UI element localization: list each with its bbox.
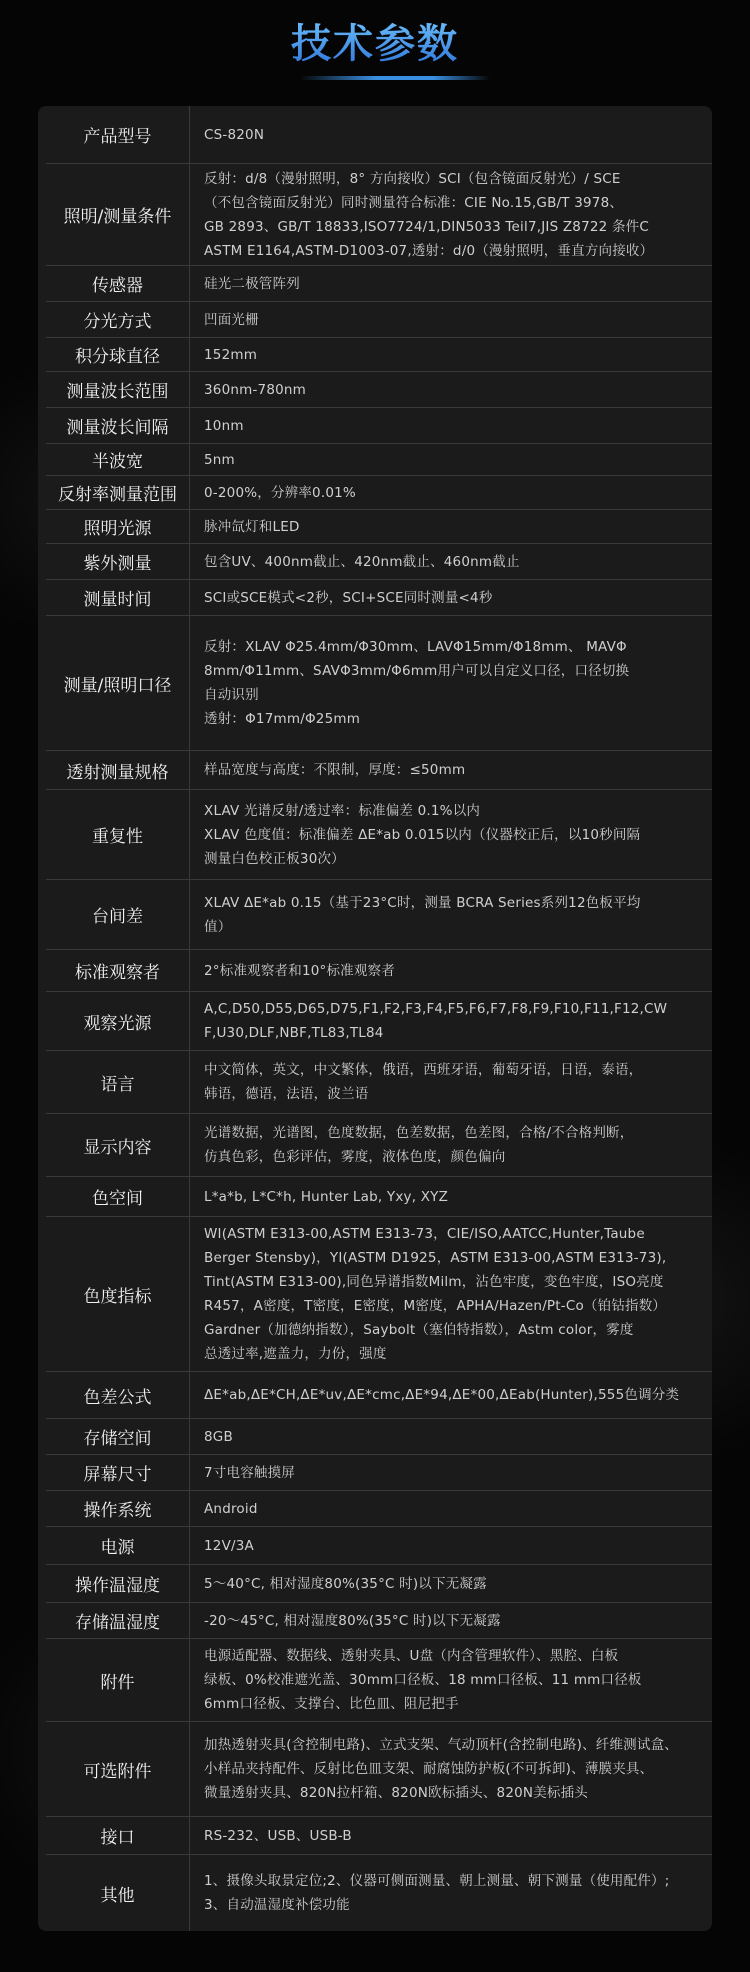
spec-label: 附件: [46, 1639, 190, 1721]
spec-label: 操作系统: [46, 1491, 190, 1526]
spec-label: 台间差: [46, 880, 190, 949]
spec-row: [46, 544, 712, 580]
spec-value: 2°标准观察者和10°标准观察者: [204, 962, 395, 979]
spec-value: 8GB: [204, 1428, 233, 1445]
spec-row: [46, 1855, 712, 1931]
spec-value: 5nm: [204, 451, 235, 468]
spec-table: [38, 106, 712, 1931]
spec-label: 测量波长间隔: [46, 408, 190, 443]
spec-label: 照明光源: [46, 510, 190, 543]
spec-label: 存储空间: [46, 1419, 190, 1454]
spec-row: [46, 580, 712, 616]
spec-value: 0-200%，分辨率0.01%: [204, 484, 356, 501]
page-title: 技术参数: [291, 16, 459, 72]
spec-label: 传感器: [46, 266, 190, 301]
spec-row: [46, 1817, 712, 1855]
spec-row: [46, 302, 712, 338]
spec-row: [46, 1419, 712, 1455]
spec-row: [46, 1565, 712, 1603]
spec-value: 12V/3A: [204, 1537, 254, 1554]
spec-label: 分光方式: [46, 302, 190, 337]
spec-row: [46, 372, 712, 408]
spec-label: 测量/照明口径: [46, 616, 190, 750]
spec-row: [46, 444, 712, 476]
spec-label: 操作温湿度: [46, 1565, 190, 1602]
spec-value: 反射：XLAV Φ25.4mm/Φ30mm、LAVΦ15mm/Φ18mm、 MAVΦ 8mm/Φ11mm、SAVΦ3mm/Φ6mm用户可以自定义口径，口径切换 自动识别 透射：Φ17mm/Φ25mm: [204, 639, 630, 727]
spec-row: [46, 106, 712, 164]
spec-row: [46, 950, 712, 992]
spec-label: 可选附件: [46, 1722, 190, 1816]
spec-label: 测量时间: [46, 580, 190, 615]
spec-label: 产品型号: [46, 106, 190, 163]
spec-value: Android: [204, 1500, 258, 1517]
spec-label: 半波宽: [46, 444, 190, 475]
spec-label: 色度指标: [46, 1217, 190, 1371]
spec-value: 反射：d/8（漫射照明，8° 方向接收）SCI（包含镜面反射光）/ SCE （不包含镜面反射光）同时测量符合标准：CIE No.15,GB/T 3978、 GB 2893、GB/T 18833,ISO7724/1,DIN5033 Teil7,JIS Z8722 条件C ASTM E1164,ASTM-D1003-07,透射：d/0（漫射照明，垂直方向接收）: [204, 170, 654, 259]
spec-value: 样品宽度与高度：不限制，厚度：≤50mm: [204, 762, 466, 778]
spec-value: 加热透射夹具(含控制电路)、立式支架、气动顶杆(含控制电路)、纤维测试盒、 小样品夹持配件、反射比色皿支架、耐腐蚀防护板(不可拆卸)、薄膜夹具、 微量透射夹具、820N拉杆箱、820N欧标插头、820N美标插头: [204, 1737, 678, 1801]
spec-row: [46, 751, 712, 790]
spec-row: [46, 880, 712, 950]
spec-value: 包含UV、400nm截止、420nm截止、460nm截止: [204, 553, 520, 570]
spec-row: [46, 790, 712, 880]
spec-label: 照明/测量条件: [46, 164, 190, 265]
spec-value: 电源适配器、数据线、透射夹具、U盘（内含管理软件）、黑腔、白板 绿板、0%校准遮光盖、30mm口径板、18 mm口径板、11 mm口径板 6mm口径板、支撑台、比色皿、阻尼把手: [204, 1648, 642, 1712]
spec-row: [46, 616, 712, 751]
spec-value: XLAV ΔE*ab 0.15（基于23°C时，测量 BCRA Series系列12色板平均 值）: [204, 894, 641, 935]
spec-value: SCI或SCE模式<2秒，SCI+SCE同时测量<4秒: [204, 589, 493, 606]
spec-row: [46, 1722, 712, 1817]
spec-label: 语言: [46, 1051, 190, 1113]
spec-row: [46, 164, 712, 266]
spec-label: 标准观察者: [46, 950, 190, 991]
spec-value: 光谱数据，光谱图，色度数据，色差数据，色差图，合格/不合格判断， 仿真色彩，色彩评估，雾度，液体色度，颜色偏向: [204, 1125, 634, 1165]
spec-label: 测量波长范围: [46, 372, 190, 407]
spec-label: 透射测量规格: [46, 751, 190, 789]
spec-row: [46, 476, 712, 510]
spec-value: 10nm: [204, 417, 244, 434]
spec-value: 5～40°C, 相对湿度80%(35°C 时)以下无凝露: [204, 1575, 487, 1592]
spec-label: 重复性: [46, 790, 190, 879]
spec-value: 中文简体，英文，中文繁体，俄语，西班牙语，葡萄牙语，日语，泰语， 韩语，德语，法语，波兰语: [204, 1062, 643, 1102]
title-area: [0, 16, 750, 86]
spec-label: 其他: [46, 1855, 190, 1931]
spec-label: 电源: [46, 1527, 190, 1564]
spec-row: [46, 338, 712, 372]
title-underline: [300, 76, 490, 80]
spec-value: 凹面光栅: [204, 311, 259, 328]
spec-value: L*a*b, L*C*h, Hunter Lab, Yxy, XYZ: [204, 1188, 449, 1205]
spec-value: 硅光二极管阵列: [204, 275, 300, 292]
spec-row: [46, 1491, 712, 1527]
spec-value: 1、摄像头取景定位;2、仪器可侧面测量、朝上测量、朝下测量（使用配件）; 3、自动温湿度补偿功能: [204, 1873, 670, 1913]
spec-label: 显示内容: [46, 1114, 190, 1176]
spec-value: A,C,D50,D55,D65,D75,F1,F2,F3,F4,F5,F6,F7,F8,F9,F10,F11,F12,CW F,U30,DLF,NBF,TL83,TL84: [204, 1001, 668, 1041]
spec-row: [46, 1527, 712, 1565]
spec-value: 360nm-780nm: [204, 381, 307, 398]
spec-value: -20～45°C, 相对湿度80%(35°C 时)以下无凝露: [204, 1612, 501, 1629]
spec-value: 152mm: [204, 346, 258, 363]
spec-label: 接口: [46, 1817, 190, 1854]
spec-row: [46, 1639, 712, 1722]
spec-value: 7寸电容触摸屏: [204, 1464, 295, 1481]
spec-value: XLAV 光谱反射/透过率：标准偏差 0.1%以内 XLAV 色度值：标准偏差 ΔE*ab 0.015以内（仪器校正后，以10秒间隔 测量白色校正板30次）: [204, 802, 641, 867]
spec-label: 反射率测量范围: [46, 476, 190, 509]
spec-label: 存储温湿度: [46, 1603, 190, 1638]
spec-label: 色差公式: [46, 1372, 190, 1418]
spec-row: [46, 1372, 712, 1419]
spec-row: [46, 1114, 712, 1177]
spec-label: 屏幕尺寸: [46, 1455, 190, 1490]
spec-row: [46, 1603, 712, 1639]
spec-row: [46, 1217, 712, 1372]
spec-label: 观察光源: [46, 992, 190, 1050]
spec-row: [46, 992, 712, 1051]
spec-row: [46, 1051, 712, 1114]
spec-label: 色空间: [46, 1177, 190, 1216]
spec-row: [46, 408, 712, 444]
spec-label: 积分球直径: [46, 338, 190, 371]
spec-row: [46, 510, 712, 544]
spec-value: RS-232、USB、USB-B: [204, 1827, 352, 1844]
spec-row: [46, 266, 712, 302]
spec-value: WI(ASTM E313-00,ASTM E313-73，CIE/ISO,AATCC,Hunter,Taube Berger Stensby)，YI(ASTM D1925，ASTM E313-00,ASTM E313-73), Tint(ASTM E313-00),同色异谱指数Milm，沾色牢度，变色牢度，ISO亮度 R457，A密度，T密度，E密度，M密度，APHA/Hazen/Pt-Co（铂钴指数） Gardner（加德纳指数），Saybolt（塞伯特指数），Astm color，雾度 总透过率,遮盖力，力份，强度: [204, 1226, 667, 1362]
spec-row: [46, 1455, 712, 1491]
spec-row: [46, 1177, 712, 1217]
spec-value: ΔE*ab,ΔE*CH,ΔE*uv,ΔE*cmc,ΔE*94,ΔE*00,ΔEab(Hunter),555色调分类: [204, 1387, 680, 1403]
spec-value: 脉冲氙灯和LED: [204, 518, 300, 535]
spec-label: 紫外测量: [46, 544, 190, 579]
spec-value: CS-820N: [204, 126, 265, 143]
